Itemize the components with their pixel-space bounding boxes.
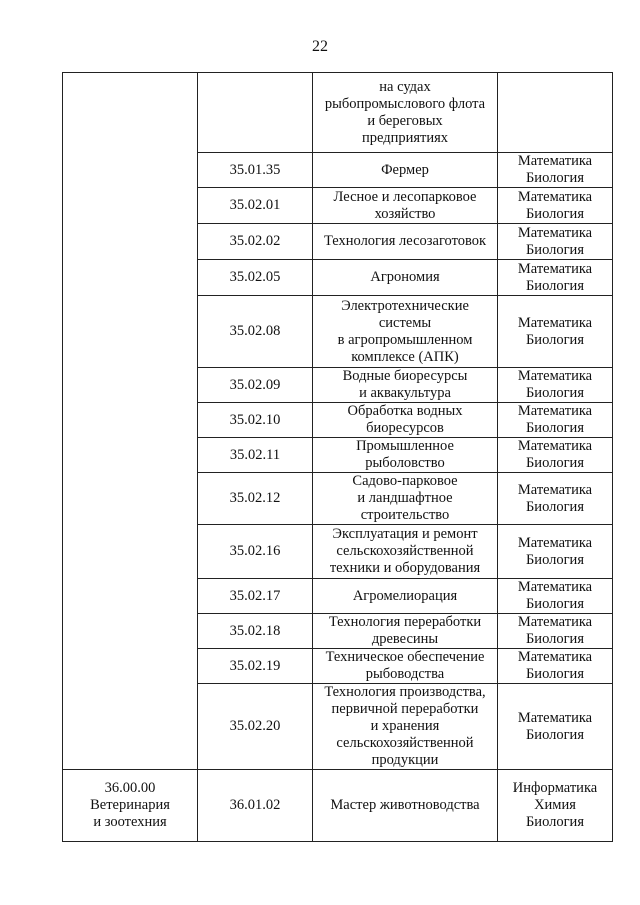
name-line: Мастер животноводства [330, 797, 480, 813]
code-cell: 35.02.20 [198, 684, 313, 770]
name-cell [313, 525, 498, 579]
subject-line: Химия [534, 797, 576, 813]
name-line: в агропромышленном [337, 331, 473, 348]
name-cell [313, 73, 498, 153]
subject-line: Биология [525, 331, 584, 348]
subject-line: Математика [517, 224, 593, 241]
subject-line: Биология [525, 814, 584, 830]
group-cell [63, 73, 198, 770]
subject-line: Математика [517, 188, 593, 205]
subject-line: Математика [517, 260, 593, 277]
name-line: первичной переработки [331, 701, 479, 717]
subjects-cell [498, 260, 613, 296]
name-line: Технология переработки [328, 614, 482, 630]
subject-line: Математика [517, 438, 593, 454]
subject-line: Математика [517, 314, 593, 331]
code-cell: 35.02.18 [198, 614, 313, 649]
code-cell: 35.02.17 [198, 579, 313, 614]
code-cell: 35.02.16 [198, 525, 313, 579]
group-cell [63, 770, 198, 842]
subject-line: Биология [525, 498, 584, 515]
name-line: Садово-парковое [352, 473, 458, 489]
name-line: предприятиях [361, 129, 449, 146]
name-line: строительство [360, 507, 450, 523]
subject-line: Биология [525, 666, 584, 682]
name-line: Технология производства, [324, 684, 486, 700]
subjects-cell [498, 438, 613, 473]
group-line: и зоотехния [93, 814, 167, 830]
name-line: Обработка водных [347, 403, 463, 419]
name-line: Электротехнические [341, 297, 469, 314]
name-line: комплексе (АПК) [351, 348, 459, 365]
subject-line: Математика [517, 649, 593, 665]
name-line: рыбоводства [365, 666, 445, 682]
name-line: рыболовство [365, 455, 445, 471]
name-line: и аквакультура [359, 385, 451, 401]
subject-line: Биология [525, 385, 584, 401]
code-cell: 35.02.01 [198, 188, 313, 224]
name-cell [313, 153, 498, 188]
subjects-cell [498, 614, 613, 649]
subjects-cell [498, 296, 613, 368]
subjects-cell [498, 368, 613, 403]
name-line: Фермер [381, 161, 429, 178]
name-cell [313, 438, 498, 473]
subject-line: Математика [517, 403, 593, 419]
subject-line: Биология [525, 205, 584, 222]
name-line: и береговых [367, 112, 443, 129]
name-line: продукции [371, 752, 439, 768]
subject-line: Биология [525, 596, 584, 612]
subject-line: Математика [517, 534, 593, 551]
subject-line: Математика [517, 579, 593, 595]
code-cell [198, 73, 313, 153]
code-cell: 35.02.11 [198, 438, 313, 473]
subjects-cell [498, 579, 613, 614]
name-line: Водные биоресурсы [342, 368, 468, 384]
name-line: рыбопромыслового флота [324, 95, 486, 112]
subject-line: Биология [525, 170, 584, 186]
table-row [63, 73, 613, 153]
subjects-cell [498, 73, 613, 153]
name-cell [313, 614, 498, 649]
subjects-cell [498, 188, 613, 224]
subjects-cell [498, 153, 613, 188]
name-cell [313, 403, 498, 438]
name-line: Эксплуатация и ремонт [332, 526, 478, 542]
name-cell [313, 224, 498, 260]
name-cell [313, 579, 498, 614]
name-line: сельскохозяйственной [336, 735, 474, 751]
subject-line: Биология [525, 420, 584, 436]
name-line: Промышленное [356, 438, 454, 454]
name-line: хозяйство [374, 205, 436, 222]
subject-line: Информатика [512, 780, 598, 796]
name-cell [313, 188, 498, 224]
code-cell: 35.02.09 [198, 368, 313, 403]
name-line: системы [378, 314, 432, 331]
code-cell: 35.02.05 [198, 260, 313, 296]
subjects-cell [498, 649, 613, 684]
name-line: сельскохозяйственной [336, 543, 474, 559]
code-cell: 35.01.35 [198, 153, 313, 188]
subject-line: Математика [517, 614, 593, 630]
subject-line: Математика [517, 368, 593, 384]
subjects-cell [498, 684, 613, 770]
name-line: Агрономия [370, 269, 440, 285]
subjects-cell [498, 403, 613, 438]
name-line: Техническое обеспечение [325, 649, 485, 665]
subject-line: Биология [525, 726, 584, 743]
name-line: и хранения [370, 718, 440, 734]
subjects-cell [498, 224, 613, 260]
code-cell: 35.02.02 [198, 224, 313, 260]
name-cell [313, 368, 498, 403]
name-cell [313, 473, 498, 525]
name-cell [313, 770, 498, 842]
group-line: Ветеринария [90, 797, 170, 813]
subject-line: Математика [517, 481, 593, 498]
subjects-cell [498, 473, 613, 525]
code-cell: 36.01.02 [198, 770, 313, 842]
code-cell: 35.02.08 [198, 296, 313, 368]
name-cell [313, 649, 498, 684]
subjects-cell [498, 770, 613, 842]
code-cell: 35.02.19 [198, 649, 313, 684]
subject-line: Биология [525, 277, 584, 294]
name-line: техники и оборудования [329, 560, 481, 576]
group-line: 36.00.00 [104, 780, 156, 796]
specialty-table [62, 72, 613, 842]
subjects-cell [498, 525, 613, 579]
subject-line: Математика [517, 153, 593, 169]
name-line: на судах [379, 78, 431, 95]
name-line: биоресурсов [366, 420, 444, 436]
name-cell [313, 684, 498, 770]
subject-line: Биология [525, 631, 584, 647]
subject-line: Математика [517, 709, 593, 726]
name-line: Лесное и лесопарковое [333, 188, 477, 205]
name-line: Агромелиорация [352, 587, 458, 604]
name-line: Технология лесозаготовок [323, 233, 487, 249]
page-number: 22 [312, 38, 328, 55]
name-cell [313, 296, 498, 368]
table-row [63, 770, 613, 842]
code-cell: 35.02.10 [198, 403, 313, 438]
name-line: и ландшафтное [357, 490, 453, 506]
subject-line: Биология [525, 241, 584, 258]
name-line: древесины [371, 631, 439, 647]
subject-line: Биология [525, 551, 584, 568]
subject-line: Биология [525, 455, 584, 471]
name-cell [313, 260, 498, 296]
code-cell: 35.02.12 [198, 473, 313, 525]
